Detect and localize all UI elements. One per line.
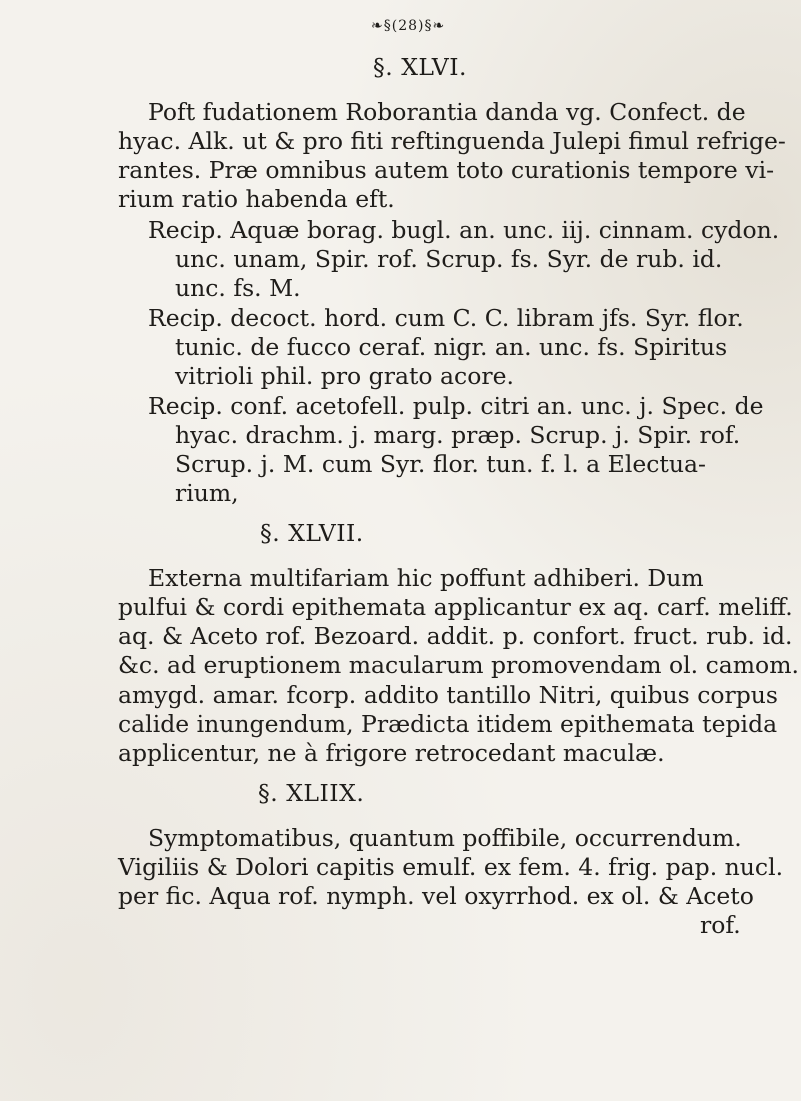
text-line: Vigiliis & Dolori capitis emulf. ex fem. 4. frig. pap. nucl. bbox=[118, 853, 784, 881]
text-line: rium, bbox=[175, 479, 239, 507]
text-line: &c. ad eruptionem macularum promovendam ol. camom. bbox=[118, 651, 799, 679]
text-line: rantes. Præ omnibus autem toto curationis tempore vi- bbox=[118, 156, 775, 184]
text-line: hyac. drachm. j. marg. præp. Scrup. j. Spir. rof. bbox=[175, 421, 741, 449]
page-number: ❧§(28)§❧ bbox=[371, 18, 446, 34]
text-line: vitrioli phil. pro grato acore. bbox=[175, 362, 514, 390]
text-line: pulfui & cordi epithemata applicantur ex aq. carf. meliff. bbox=[118, 593, 793, 621]
text-line: unc. unam, Spir. rof. Scrup. fs. Syr. de rub. id. bbox=[175, 245, 723, 273]
text-line: Recip. decoct. hord. cum C. C. libram jfs. Syr. flor. bbox=[148, 304, 744, 332]
text-line: Scrup. j. M. cum Syr. flor. tun. f. l. a Electua- bbox=[175, 450, 706, 478]
text-line: unc. fs. M. bbox=[175, 274, 301, 302]
text-line: rium ratio habenda eft. bbox=[118, 185, 395, 213]
text-line: tunic. de fucco ceraf. nigr. an. unc. fs. Spiritus bbox=[175, 333, 728, 361]
text-line: aq. & Aceto rof. Bezoard. addit. p. confort. fruct. rub. id. bbox=[118, 622, 793, 650]
text-line: per fic. Aqua rof. nymph. vel oxyrrhod. ex ol. & Aceto bbox=[118, 882, 754, 910]
text-line: hyac. Alk. ut & pro fiti reftinguenda Julepi fimul refrige- bbox=[118, 127, 786, 155]
text-line: applicentur, ne à frigore retrocedant maculæ. bbox=[118, 739, 665, 767]
text-line: Externa multifariam hic poffunt adhiberi. Dum bbox=[148, 564, 704, 592]
text-line: Recip. conf. acetofell. pulp. citri an. unc. j. Spec. de bbox=[148, 392, 764, 420]
text-line: Symptomatibus, quantum poffibile, occurrendum. bbox=[148, 824, 742, 852]
section-heading: §. XLIIX. bbox=[258, 779, 365, 807]
section-heading: §. XLVI. bbox=[373, 53, 467, 81]
text-line: Poft fudationem Roborantia danda vg. Confect. de bbox=[148, 98, 746, 126]
text-line: rof. bbox=[700, 911, 741, 939]
text-line: Recip. Aquæ borag. bugl. an. unc. iij. cinnam. cydon. bbox=[148, 216, 780, 244]
text-line: calide inungendum, Prædicta itidem epithemata tepida bbox=[118, 710, 778, 738]
section-heading: §. XLVII. bbox=[260, 519, 364, 547]
text-line: amygd. amar. fcorp. addito tantillo Nitri, quibus corpus bbox=[118, 681, 778, 709]
